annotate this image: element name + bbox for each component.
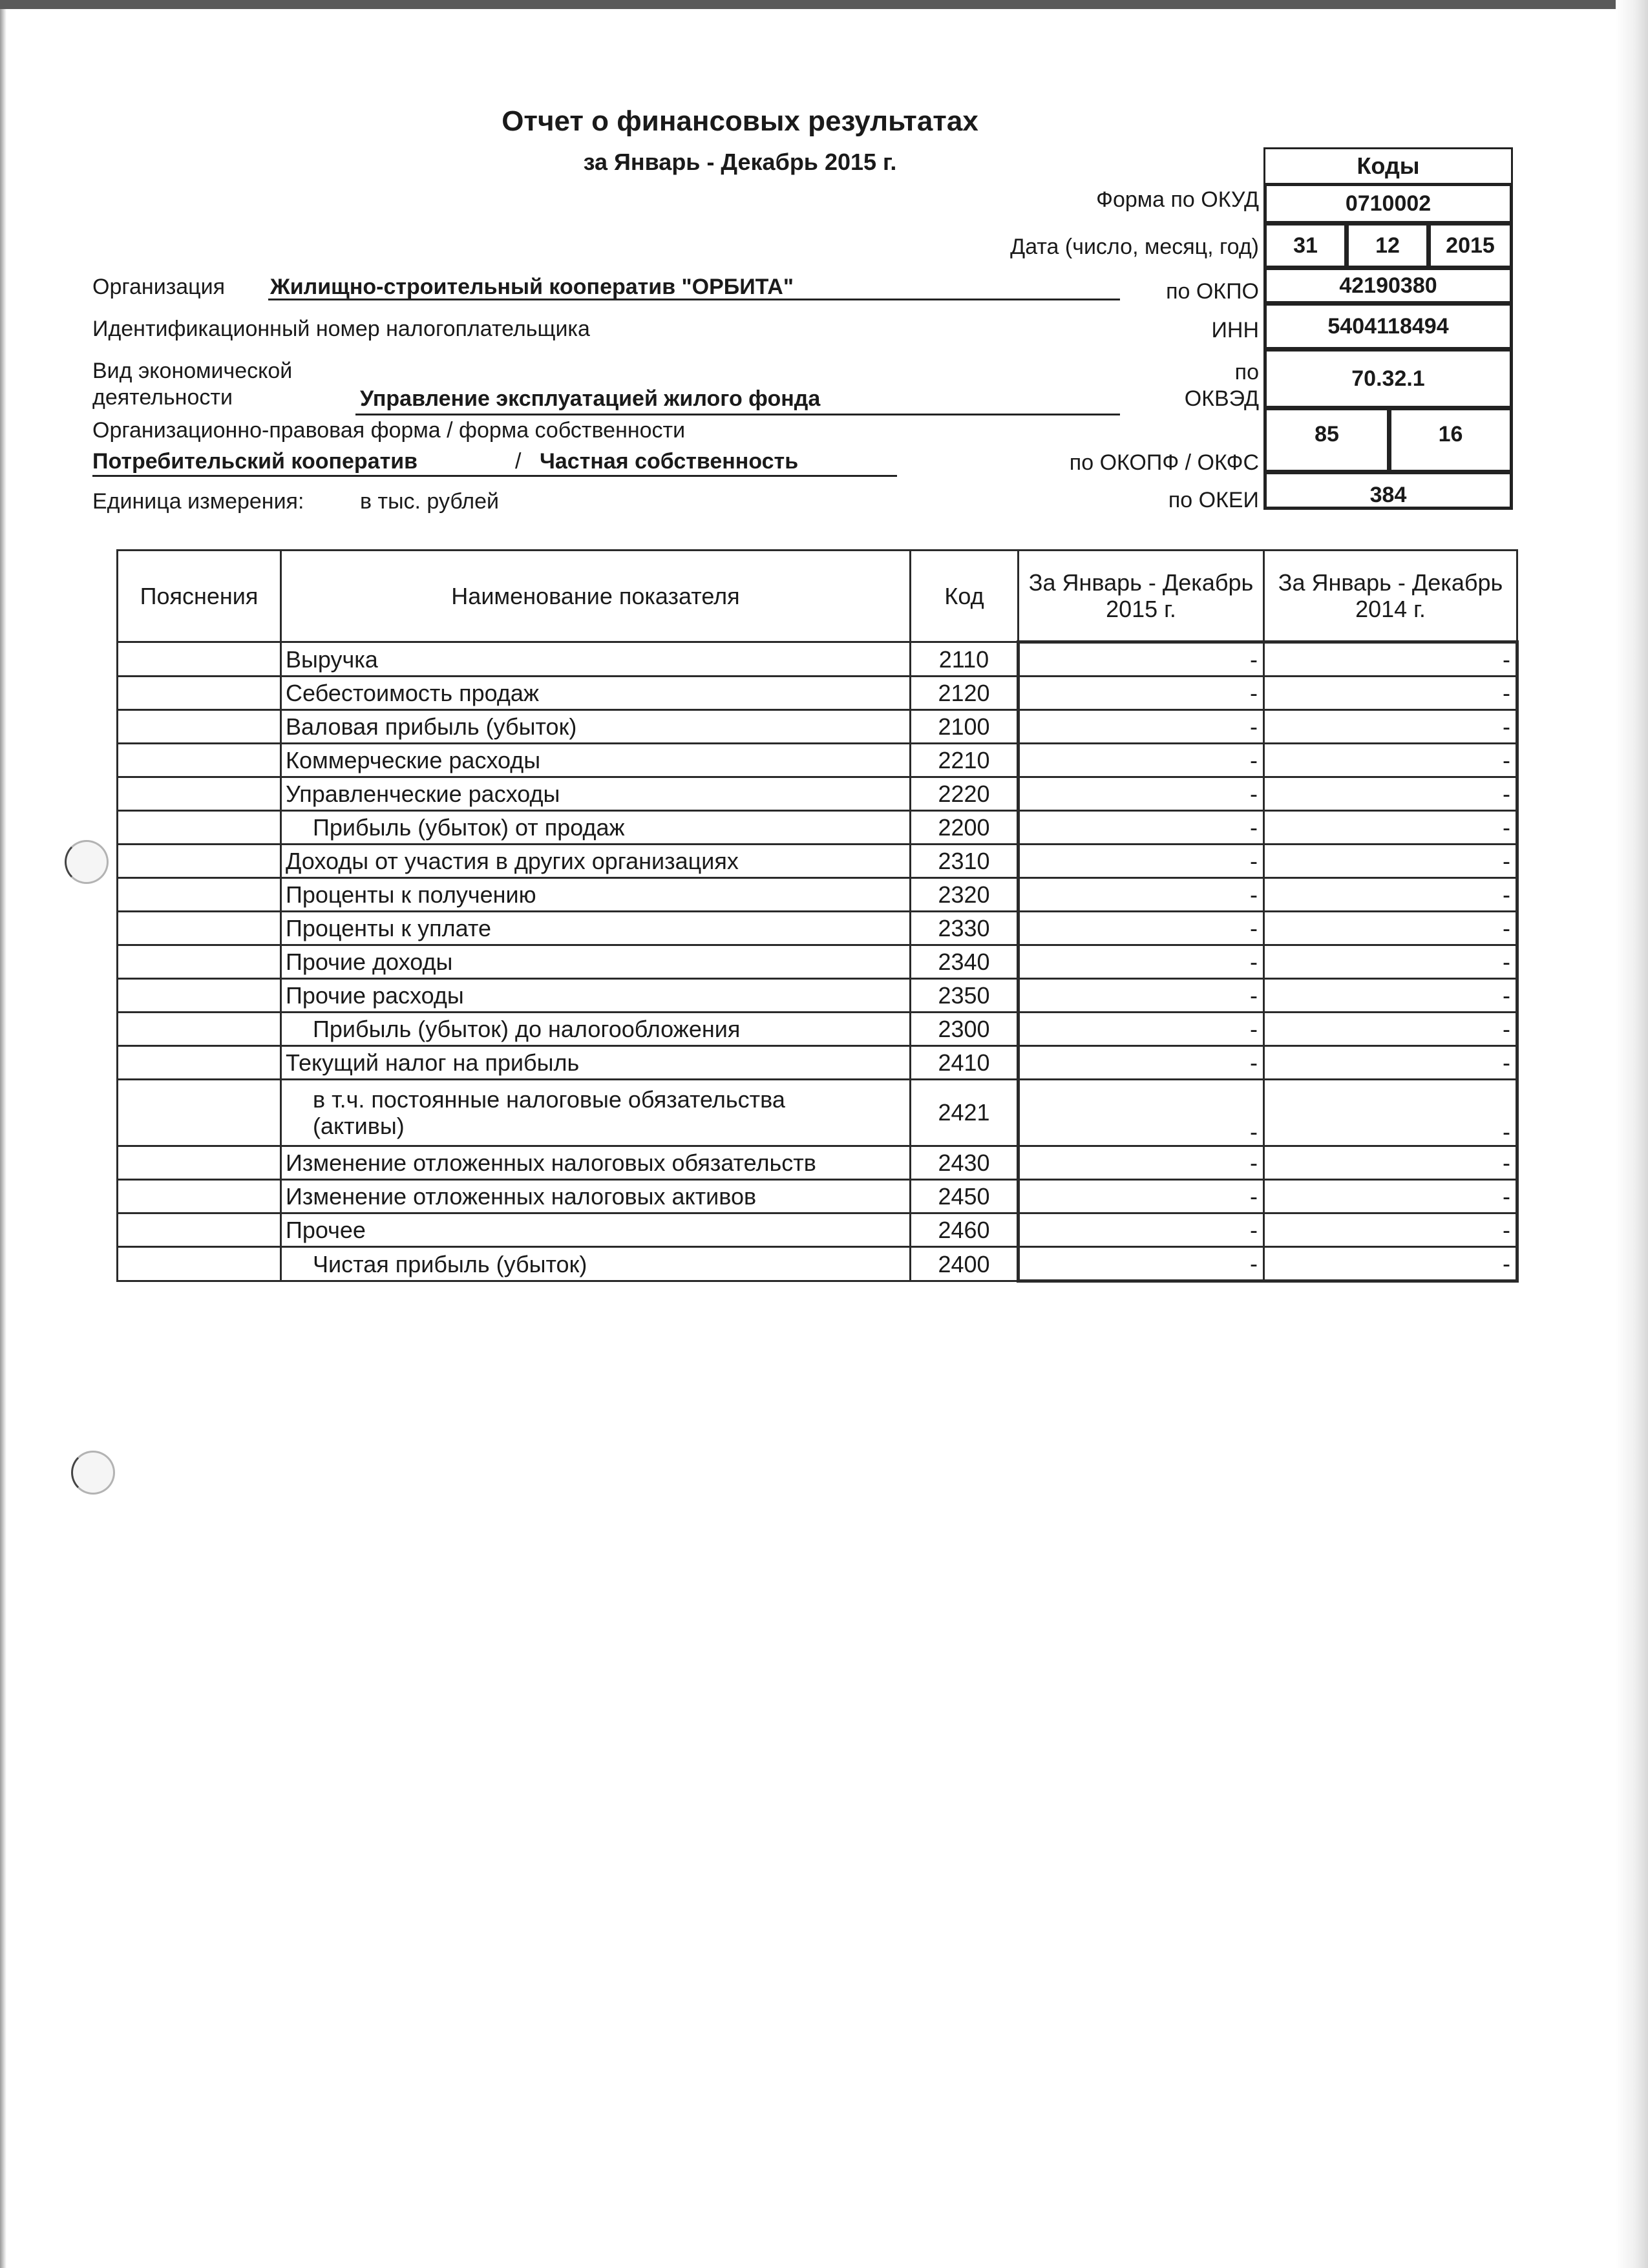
indicator-name: Валовая прибыль (убыток) [281,710,911,744]
notes-cell [118,710,281,744]
indicator-name: Коммерческие расходы [281,744,911,777]
indicator-code: 2300 [911,1013,1019,1046]
value-2014: - [1264,1213,1517,1247]
indicator-name: Прочие доходы [281,945,911,979]
indicator-code: 2110 [911,642,1019,677]
value-2014: - [1264,878,1517,912]
value-2014: - [1264,710,1517,744]
indicator-code: 2340 [911,945,1019,979]
indicator-code: 2320 [911,878,1019,912]
scan-edge [0,9,6,2268]
table-row [118,1013,1517,1046]
page-title: Отчет о финансовых результатах [502,105,978,137]
header-indicator-name: Наименование показателя [281,551,911,642]
notes-cell [118,912,281,945]
notes-cell [118,1013,281,1046]
value-2015: - [1019,912,1264,945]
value-2015: - [1019,878,1264,912]
indicator-name: Прочие расходы [281,979,911,1013]
table-row [118,912,1517,945]
okei-label: по ОКЕИ [1168,488,1259,512]
okopf-okfs-label: по ОКОПФ / ОКФС [1069,450,1259,475]
okpo-code: 42190380 [1263,267,1513,304]
okved-label-1: по [1234,360,1259,384]
table-row [118,744,1517,777]
table-row [118,878,1517,912]
inn-label: ИНН [1211,318,1259,342]
okei-code: 384 [1263,471,1513,510]
value-2014: - [1264,642,1517,677]
okved-code: 70.32.1 [1263,348,1513,409]
value-2015: - [1019,677,1264,710]
indicator-code: 2200 [911,811,1019,845]
scan-edge [1616,0,1648,2268]
indicator-name-line1: в т.ч. постоянные налоговые обязательства [313,1086,785,1113]
legal-form-label: Организационно-правовая форма / форма собственности [92,418,686,443]
table-row [118,945,1517,979]
value-2015: - [1019,1213,1264,1247]
value-2015: - [1019,845,1264,878]
inn-code: 5404118494 [1263,302,1513,350]
indicator-code: 2330 [911,912,1019,945]
table-row [118,979,1517,1013]
date-day: 31 [1263,222,1347,269]
indicator-code: 2421 [911,1080,1019,1146]
okud-label: Форма по ОКУД [1096,187,1259,212]
financial-results-table [116,549,1519,1283]
indicator-name: Изменение отложенных налоговых обязательств [281,1146,911,1180]
activity-underline [355,414,1120,415]
notes-cell [118,878,281,912]
value-2014: - [1264,912,1517,945]
table-row [118,1213,1517,1247]
header-current-period: За Январь - Декабрь 2015 г. [1019,551,1264,642]
activity-value: Управление эксплуатацией жилого фонда [360,386,821,411]
value-2014: - [1264,677,1517,710]
value-2014: - [1264,811,1517,845]
okpo-label: по ОКПО [1166,279,1259,304]
value-2015: - [1019,777,1264,811]
table-row [118,1146,1517,1180]
date-year: 2015 [1428,222,1513,269]
table-row [118,777,1517,811]
indicator-name: Текущий налог на прибыль [281,1046,911,1080]
indicator-code: 2310 [911,845,1019,878]
legal-form-underline [92,475,897,477]
notes-cell [118,945,281,979]
notes-cell [118,811,281,845]
value-2015: - [1019,979,1264,1013]
notes-cell [118,979,281,1013]
table-row [118,1180,1517,1213]
value-2014: - [1264,979,1517,1013]
indicator-code: 2210 [911,744,1019,777]
indicator-name: Изменение отложенных налоговых активов [281,1180,911,1213]
indicator-code: 2410 [911,1046,1019,1080]
value-2015: - [1019,1180,1264,1213]
indicator-code: 2120 [911,677,1019,710]
value-2015: - [1019,1247,1264,1281]
indicator-name: Проценты к получению [281,878,911,912]
value-2015: - [1019,945,1264,979]
indicator-name: Себестоимость продаж [281,677,911,710]
table-row [118,1247,1517,1281]
indicator-code: 2100 [911,710,1019,744]
value-2014: - [1264,744,1517,777]
activity-label-1: Вид экономической [92,359,293,383]
okud-code: 0710002 [1263,183,1513,224]
indicator-name: Прибыль (убыток) от продаж [281,811,911,845]
value-2014: - [1264,1247,1517,1281]
okfs-code: 16 [1388,407,1513,473]
value-2014: - [1264,945,1517,979]
table-row [118,642,1517,677]
value-2015: - [1019,710,1264,744]
codes-heading: Коды [1263,147,1513,185]
value-2015: - [1019,1013,1264,1046]
org-label: Организация [92,275,226,299]
ownership-value: Частная собственность [540,449,799,474]
legal-form-value: Потребительский кооператив [92,449,418,474]
value-2014: - [1264,845,1517,878]
indicator-name: Управленческие расходы [281,777,911,811]
indicator-code: 2350 [911,979,1019,1013]
indicator-name: Прибыль (убыток) до налогообложения [281,1013,911,1046]
notes-cell [118,642,281,677]
notes-cell [118,1247,281,1281]
table-row [118,1080,1517,1146]
org-name: Жилищно-строительный кооператив "ОРБИТА" [270,275,794,299]
indicator-code: 2400 [911,1247,1019,1281]
value-2014: - [1264,1046,1517,1080]
indicator-name: Доходы от участия в других организациях [281,845,911,878]
value-2014: - [1264,1080,1517,1146]
value-2014: - [1264,1013,1517,1046]
indicator-name: Прочее [281,1213,911,1247]
indicator-name: Чистая прибыль (убыток) [281,1247,911,1281]
date-month: 12 [1346,222,1430,269]
indicator-name-line2: (активы) [313,1113,405,1139]
unit-label: Единица измерения: [92,489,304,514]
value-2015: - [1019,1080,1264,1146]
indicator-name [281,1080,911,1146]
value-2015: - [1019,642,1264,677]
table-row [118,845,1517,878]
value-2014: - [1264,777,1517,811]
value-2015: - [1019,1046,1264,1080]
notes-cell [118,744,281,777]
notes-cell [118,777,281,811]
value-2015: - [1019,1146,1264,1180]
notes-cell [118,1080,281,1146]
indicator-name: Проценты к уплате [281,912,911,945]
notes-cell [118,845,281,878]
unit-value: в тыс. рублей [360,489,500,514]
okopf-code: 85 [1263,407,1390,473]
okved-label-2: ОКВЭД [1184,386,1259,411]
notes-cell [118,677,281,710]
indicator-code: 2450 [911,1180,1019,1213]
notes-cell [118,1213,281,1247]
header-code: Код [911,551,1019,642]
indicator-code: 2220 [911,777,1019,811]
value-2015: - [1019,811,1264,845]
notes-cell [118,1180,281,1213]
notes-cell [118,1046,281,1080]
scan-edge [0,0,1648,9]
punch-hole [65,840,109,884]
activity-label-2: деятельности [92,385,233,410]
table-row [118,677,1517,710]
indicator-code: 2460 [911,1213,1019,1247]
table-row [118,710,1517,744]
punch-hole [71,1451,115,1495]
header-previous-period: За Январь - Декабрь 2014 г. [1264,551,1517,642]
report-period: за Январь - Декабрь 2015 г. [583,149,897,175]
date-label: Дата (число, месяц, год) [1010,235,1259,259]
value-2014: - [1264,1180,1517,1213]
legal-form-separator: / [515,449,522,474]
indicator-code: 2430 [911,1146,1019,1180]
table-row [118,1046,1517,1080]
header-notes: Пояснения [118,551,281,642]
taxpayer-id-label: Идентификационный номер налогоплательщика [92,317,590,341]
notes-cell [118,1146,281,1180]
table-row [118,811,1517,845]
value-2015: - [1019,744,1264,777]
indicator-name: Выручка [281,642,911,677]
value-2014: - [1264,1146,1517,1180]
